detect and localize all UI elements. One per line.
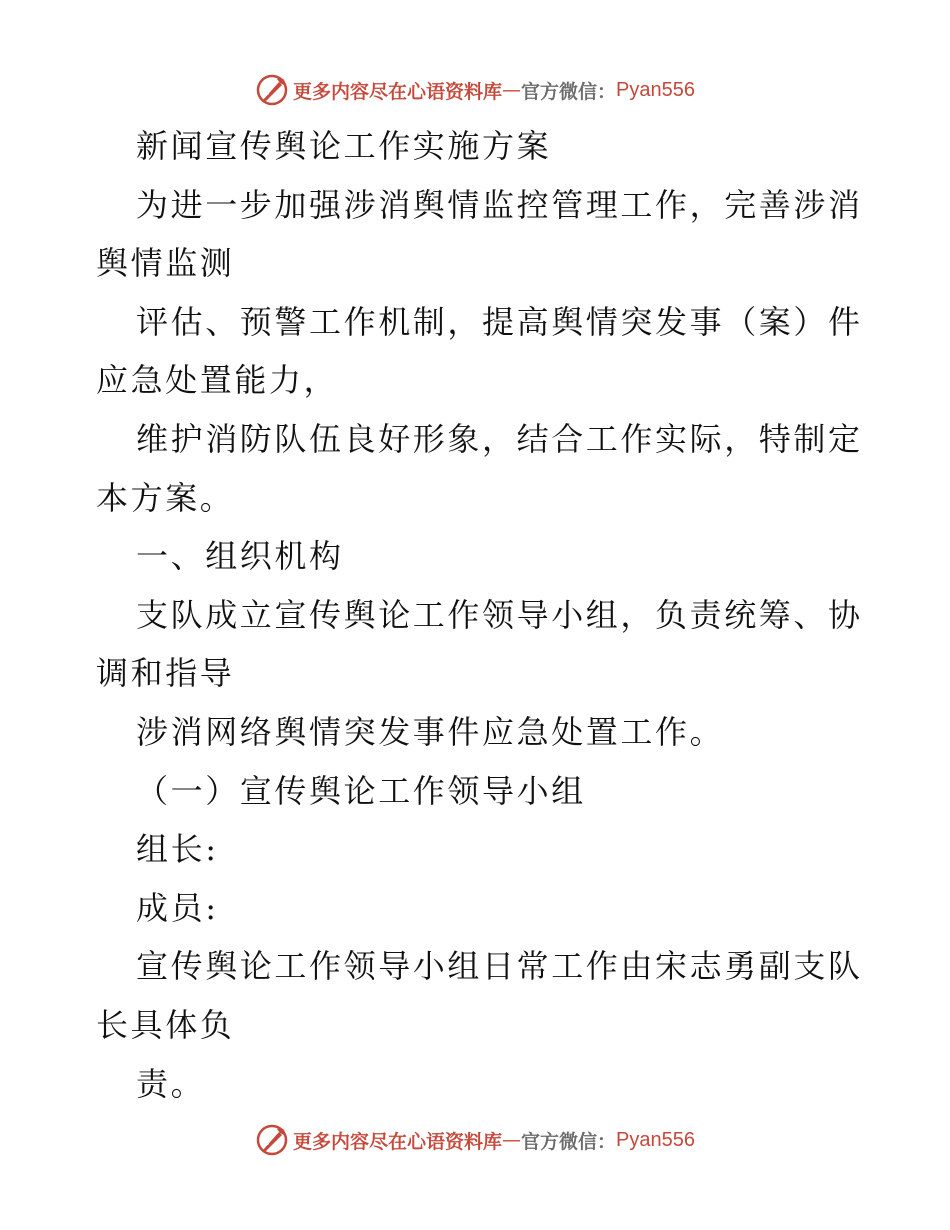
document-line: 组长:: [136, 830, 219, 869]
watermark-separator: —: [502, 79, 522, 101]
document-line: 评估、预警工作机制，提高舆情突发事（案）件: [136, 302, 863, 341]
document-line: 涉消网络舆情突发事件应急处置工作。: [136, 712, 725, 751]
document-line: 新闻宣传舆论工作实施方案: [136, 127, 552, 165]
watermark-wechat-label: 官方微信：: [521, 1130, 617, 1153]
watermark-wechat-label: 官方微信：: [521, 80, 617, 103]
document-line: 成员:: [136, 888, 219, 927]
quill-logo-icon: [255, 73, 289, 107]
document-line: 舆情监测: [96, 244, 235, 283]
document-line: 为进一步加强涉消舆情监控管理工作，完善涉消: [136, 185, 863, 224]
document-line: 调和指导: [96, 654, 235, 693]
document-line: （一）宣传舆论工作领导小组: [136, 771, 586, 810]
document-line: 责。: [136, 1064, 206, 1103]
document-line: 应急处置能力，: [96, 361, 339, 400]
document-line: 本方案。: [96, 478, 235, 517]
document-line: 宣传舆论工作领导小组日常工作由宋志勇副支队: [136, 947, 863, 986]
footer-watermark: [0, 1120, 950, 1160]
quill-logo-icon: [255, 1123, 289, 1157]
document-line: 一、组织机构: [136, 537, 344, 576]
watermark-account: Pyan556: [616, 1128, 695, 1151]
document-line: 维护消防队伍良好形象，结合工作实际，特制定: [136, 419, 863, 458]
watermark-account: Pyan556: [616, 78, 695, 101]
document-body: [96, 117, 863, 1113]
watermark-separator: —: [502, 1129, 522, 1151]
watermark-lead-text: 更多内容尽在心语资料库: [293, 80, 503, 103]
watermark-lead-text: 更多内容尽在心语资料库: [293, 1130, 503, 1153]
document-line: 长具体负: [96, 1005, 235, 1044]
document-line: 支队成立宣传舆论工作领导小组，负责统筹、协: [136, 595, 863, 634]
header-watermark: [0, 70, 950, 110]
